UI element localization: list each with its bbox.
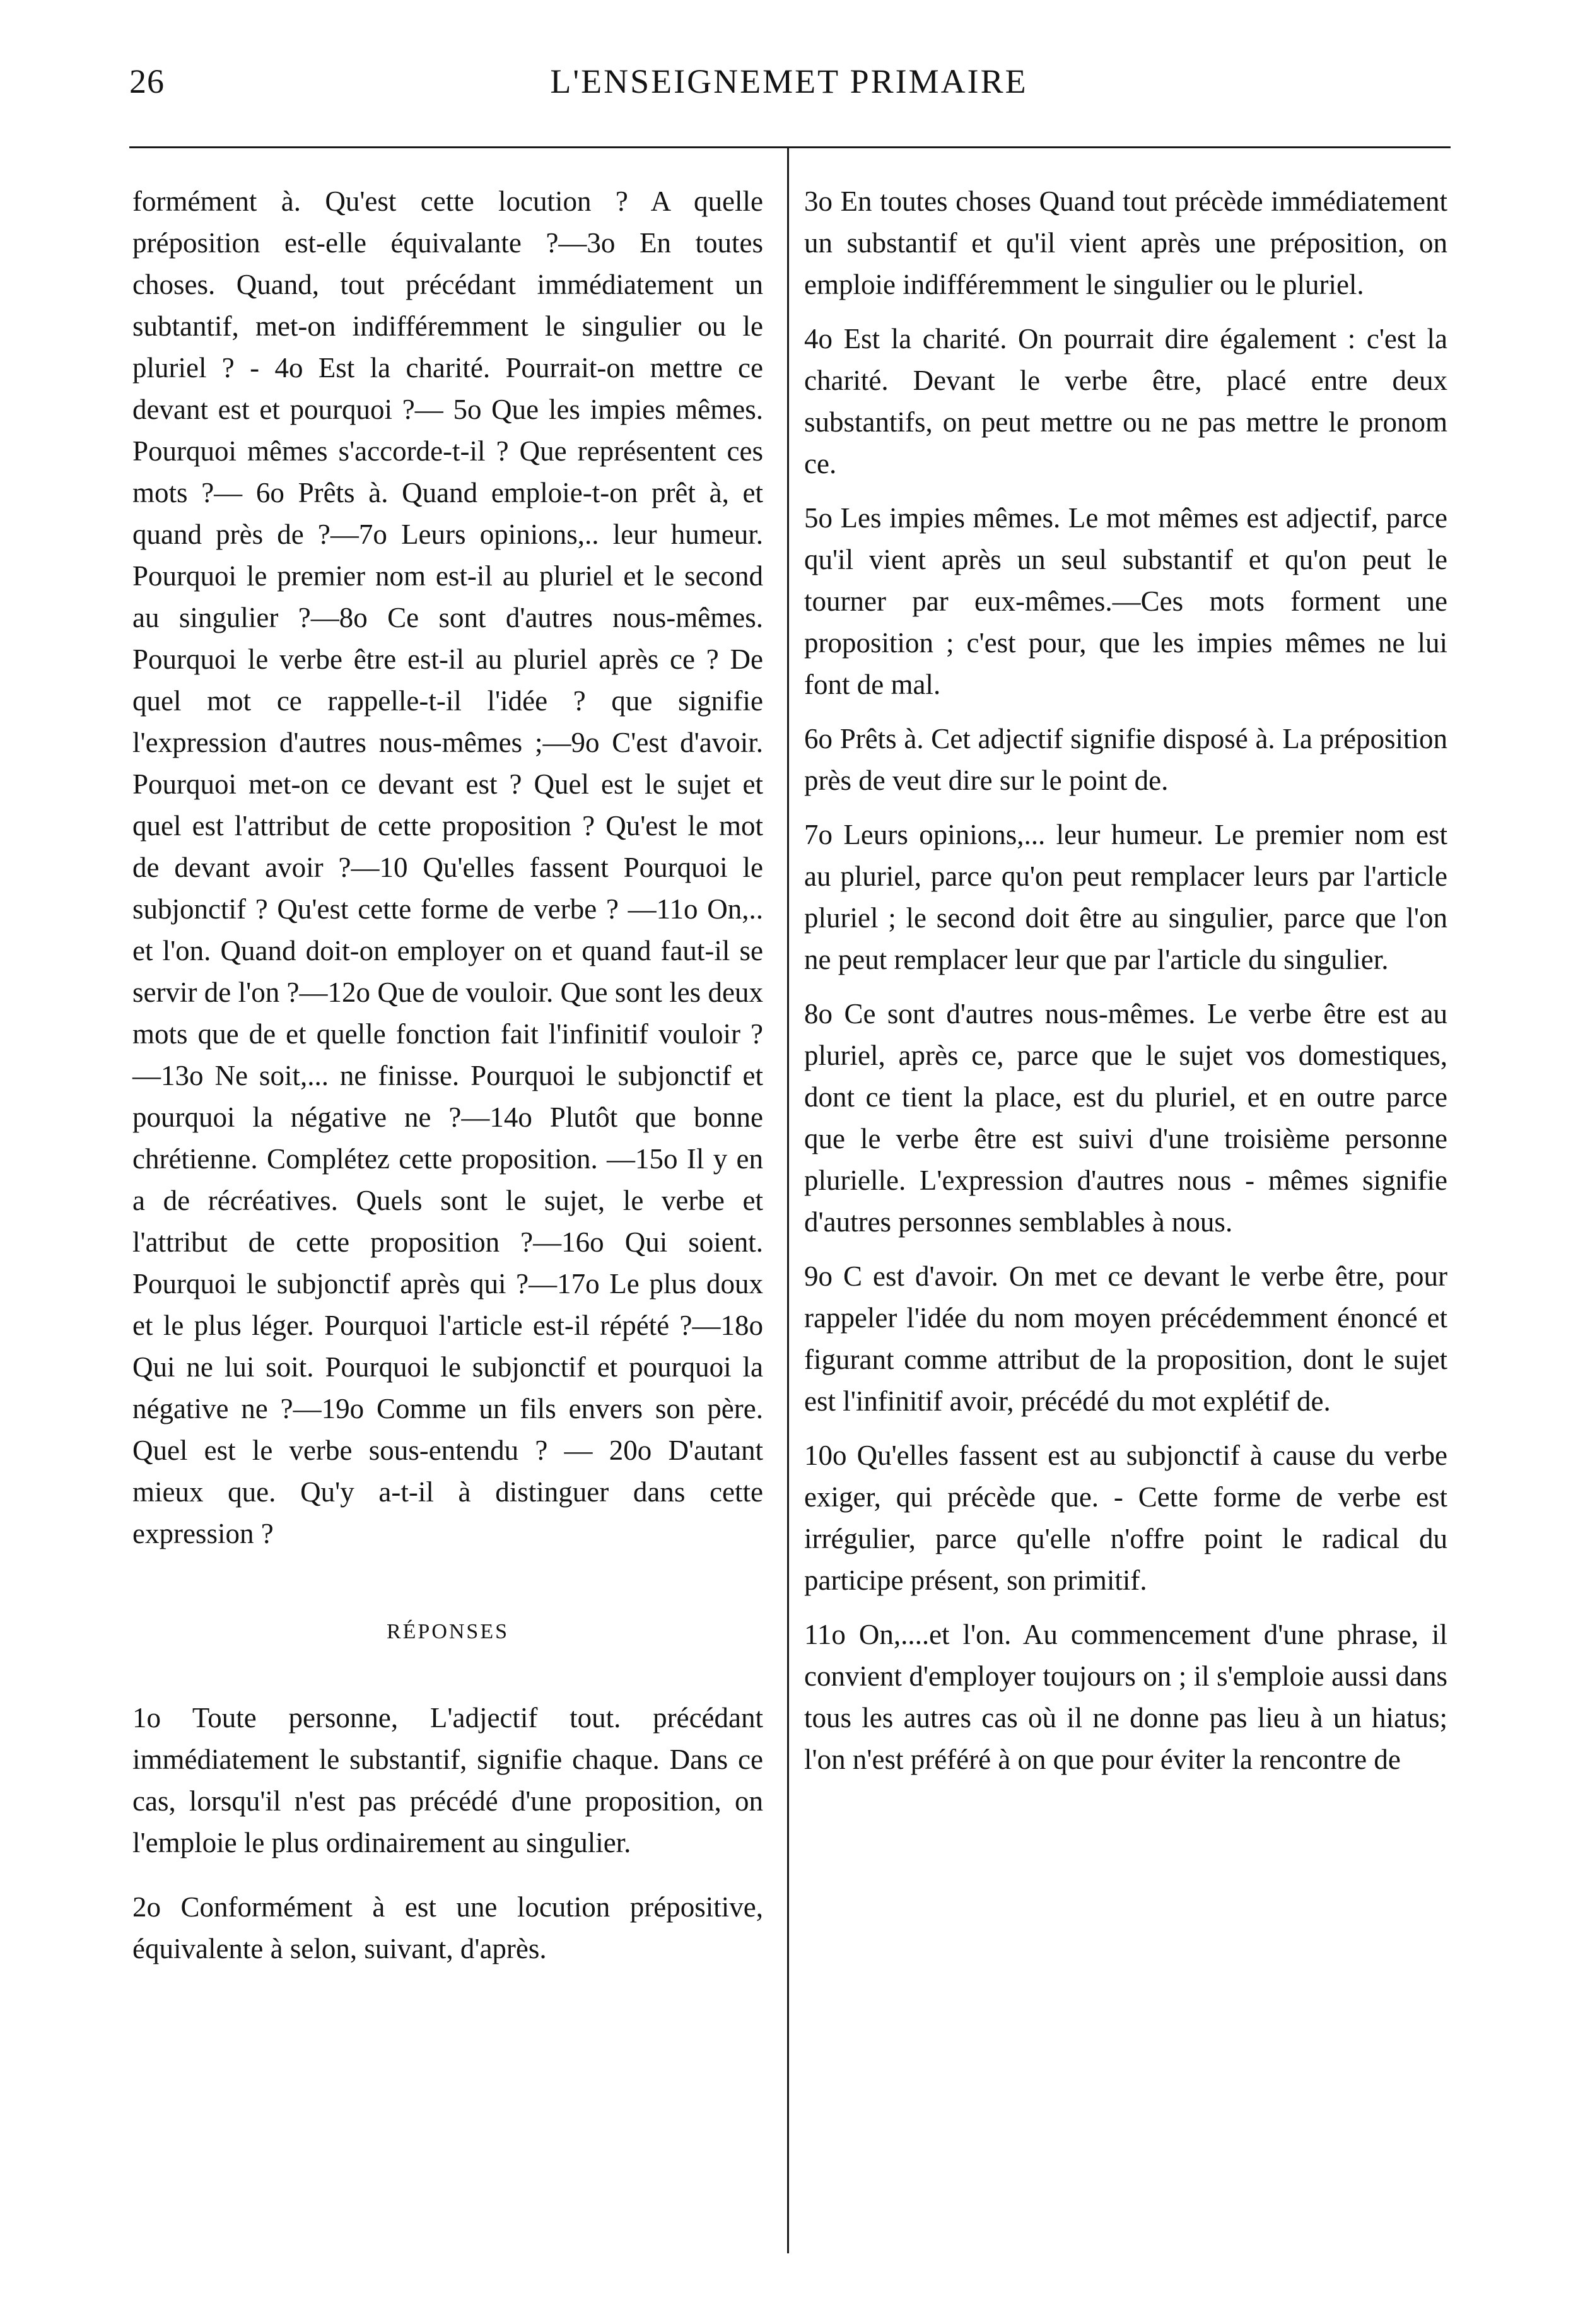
page-number: 26 [129, 62, 165, 100]
answer-paragraph: 4o Est la charité. On pourrait dire également : c'est la charité. Devant le verbe être, placé entre deux substantifs, on peut mettre ou ne pas mettre le pronom ce. [804, 323, 1447, 479]
answer-paragraph: 7o Leurs opinions,... leur humeur. Le premier nom est au pluriel, parce qu'on peut remplacer leurs par l'article pluriel ; le second doit être au singulier, parce que l'on ne peut remplacer leur que par l'article du singulier. [804, 819, 1447, 975]
answer-paragraph: 11o On,....et l'on. Au commencement d'une phrase, il convient d'employer toujours on ; il s'emploie aussi dans tous les autres cas où il ne donne pas lieu à un hiatus; l'on n'est préféré à on que pour éviter la rencontre de [804, 1619, 1447, 1775]
answer-paragraph: 6o Prêts à. Cet adjectif signifie disposé à. La préposition près de veut dire sur le point de. [804, 723, 1447, 796]
answer-paragraph: 9o C est d'avoir. On met ce devant le verbe être, pour rappeler l'idée du nom moyen précédemment énoncé et figurant comme attribut de la proposition, dont le sujet est l'infinitif avoir, précédé du mot explétif de. [804, 1260, 1447, 1417]
answer-paragraph: 3o En toutes choses Quand tout précède immédiatement un substantif et qu'il vient après une préposition, on emploie indifféremment le singulier ou le pluriel. [804, 185, 1447, 300]
left-column [132, 180, 763, 1969]
answer-paragraph: 10o Qu'elles fassent est au subjonctif à cause du verbe exiger, qui précède que. - Cette forme de verbe est irrégulier, parce qu'elle n'offre point le radical du participe présent, son primitif. [804, 1440, 1447, 1596]
answer-paragraph: 8o Ce sont d'autres nous-mêmes. Le verbe être est au pluriel, après ce, parce que le sujet vos domestiques, dont ce tient la place, est du pluriel, et en outre parce que le verbe être est suivi d'une troisième personne plurielle. L'expression d'autres nous - mêmes signifie d'autres personnes semblables à nous. [804, 998, 1447, 1238]
questions-paragraph: formément à. Qu'est cette locution ? A quelle préposition est-elle équivalante ?—3o En toutes choses. Quand, tout précédant immédiatement un subtantif, met-on indifféremment le singulier ou le pluriel ? - 4o Est la charité. Pourrait-on mettre ce devant est et pourquoi ?— 5o Que les impies mêmes. Pourquoi mêmes s'accorde-t-il ? Que représentent ces mots ?— 6o Prêts à. Quand emploie-t-on prêt à, et quand près de ?—7o Leurs opinions,.. leur humeur. Pourquoi le premier nom est-il au pluriel et le second au singulier ?—8o Ce sont d'autres nous-mêmes. Pourquoi le verbe être est-il au pluriel après ce ? De quel mot ce rappelle-t-il l'idée ? que signifie l'expression d'autres nous-mêmes ;—9o C'est d'avoir. Pourquoi met-on ce devant est ? Quel est le sujet et quel est l'attribut de cette proposition ? Qu'est le mot de devant avoir ?—10 Qu'elles fassent Pourquoi le subjonctif ? Qu'est cette forme de verbe ? —11o On,.. et l'on. Quand doit-on employer on et quand faut-il se servir de l'on ?—12o Que de vouloir. Que sont les deux mots que de et quelle fonction fait l'infinitif vouloir ? —13o Ne soit,... ne finisse. Pourquoi le subjonctif et pourquoi la négative ne ?—14o Plutôt que bonne chrétienne. Complétez cette proposition. —15o Il y en a de récréatives. Quels sont le sujet, le verbe et l'attribut de cette proposition ?—16o Qui soient. Pourquoi le subjonctif après qui ?—17o Le plus doux et le plus léger. Pourquoi l'article est-il répété ?—18o Qui ne lui soit. Pourquoi le subjonctif et pourquoi la négative ne ?—19o Comme un fils envers son père. Quel est le verbe sous-entendu ? — 20o D'autant mieux que. Qu'y a-t-il à distinguer dans cette expression ? [132, 185, 763, 1549]
running-title: L'ENSEIGNEMET PRIMAIRE [550, 62, 1028, 100]
answer-paragraph: 1o Toute personne, L'adjectif tout. précédant immédiatement le substantif, signifie chaque. Dans ce cas, lorsqu'il n'est pas précédé d'une proposition, on l'emploie le plus ordinairement au singulier. [132, 1702, 763, 1858]
section-heading: RÉPONSES [386, 1620, 510, 1643]
right-column [804, 180, 1447, 1780]
answer-paragraph: 2o Conformément à est une locution prépositive, équivalente à selon, suivant, d'après. [132, 1891, 763, 1964]
column-divider [787, 146, 789, 2253]
header-rule [129, 146, 1451, 148]
answer-paragraph: 5o Les impies mêmes. Le mot mêmes est adjectif, parce qu'il vient après un seul substantif et qu'on peut le tourner par eux-mêmes.—Ces mots forment une proposition ; c'est pour, que les impies mêmes ne lui font de mal. [804, 502, 1447, 700]
